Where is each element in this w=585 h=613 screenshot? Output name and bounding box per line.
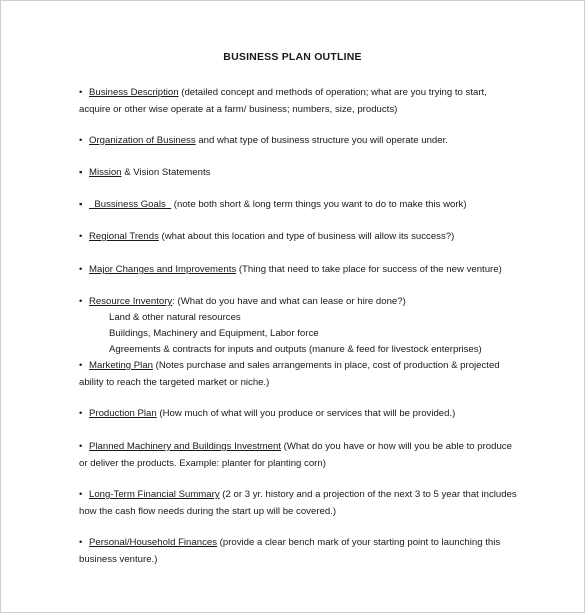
item-heading: Marketing Plan	[89, 360, 153, 371]
item-heading: Organization of Business	[89, 135, 196, 146]
list-item-marketing-plan	[79, 358, 519, 391]
bullet: ▪	[79, 167, 83, 178]
item-description: (What do you have or how will you be able to produce or deliver the products. Example: planter for planting corn)	[79, 441, 512, 469]
bullet: •	[79, 296, 83, 307]
item-heading: Personal/Household Finances	[89, 537, 217, 548]
item-description: (note both short & long term things you want to do to make this work)	[171, 199, 467, 210]
item-description: (Notes purchase and sales arrangements in place, cost of production & projected ability to reach the targeted market or niche.)	[79, 360, 500, 388]
list-item-household-finances	[79, 535, 519, 568]
resource-subitem: Buildings, Machinery and Equipment, Labor force	[109, 328, 319, 339]
item-description: (2 or 3 yr. history and a projection of the next 3 to 5 year that includes how the cash flow needs during the start up will be covered.)	[79, 489, 517, 517]
item-heading: Resource Inventory	[89, 296, 173, 307]
list-item-business-goals	[79, 197, 519, 214]
list-item-production-plan	[79, 406, 519, 423]
list-item-planned-machinery	[79, 439, 519, 472]
item-description: (what about this location and type of business will allow its success?)	[158, 231, 455, 242]
bullet: •	[79, 489, 83, 500]
bullet: •	[79, 360, 83, 371]
resource-subitem: Land & other natural resources	[109, 312, 241, 323]
item-heading: Major Changes and Improvements	[89, 264, 237, 275]
list-item-resource-inventory	[79, 294, 519, 311]
resource-subitem: Agreements & contracts for inputs and outputs (manure & feed for livestock enterprises)	[109, 344, 482, 355]
item-description: (detailed concept and methods of operation; what are you trying to start, acquire or other wise operate at a farm/ business; numbers, size, products)	[79, 87, 487, 115]
item-description: and what type of business structure you will operate under.	[195, 135, 448, 146]
item-description: (How much of what will you produce or services that will be provided.)	[156, 408, 456, 419]
item-description: : (What do you have and what can lease or hire done?)	[172, 296, 406, 307]
item-heading: Long-Term Financial Summary	[89, 489, 220, 500]
page-title: BUSINESS PLAN OUTLINE	[223, 51, 362, 63]
bullet: •	[79, 441, 83, 452]
bullet: •	[79, 135, 83, 146]
bullet: •	[79, 231, 83, 242]
item-heading: Mission	[89, 167, 122, 178]
bullet: ▪	[79, 199, 83, 210]
item-description: & Vision Statements	[121, 167, 211, 178]
bullet: •	[79, 264, 83, 275]
item-heading: Planned Machinery and Buildings Investment	[89, 441, 281, 452]
list-item-regional-trends	[79, 229, 519, 246]
list-item-business-description	[79, 85, 519, 118]
item-heading: Production Plan	[89, 408, 157, 419]
bullet: •	[79, 537, 83, 548]
list-item-organization	[79, 133, 519, 150]
bullet: •	[79, 87, 83, 98]
item-description: (Thing that need to take place for success of the new venture)	[236, 264, 502, 275]
bullet: •	[79, 408, 83, 419]
item-heading: Bussiness Goals	[89, 199, 172, 210]
list-item-mission	[79, 165, 519, 182]
list-item-major-changes	[79, 262, 519, 279]
list-item-financial-summary	[79, 487, 519, 520]
item-description: (provide a clear bench mark of your starting point to launching this business venture.)	[79, 537, 501, 565]
item-heading: Business Description	[89, 87, 179, 98]
item-heading: Regional Trends	[89, 231, 159, 242]
